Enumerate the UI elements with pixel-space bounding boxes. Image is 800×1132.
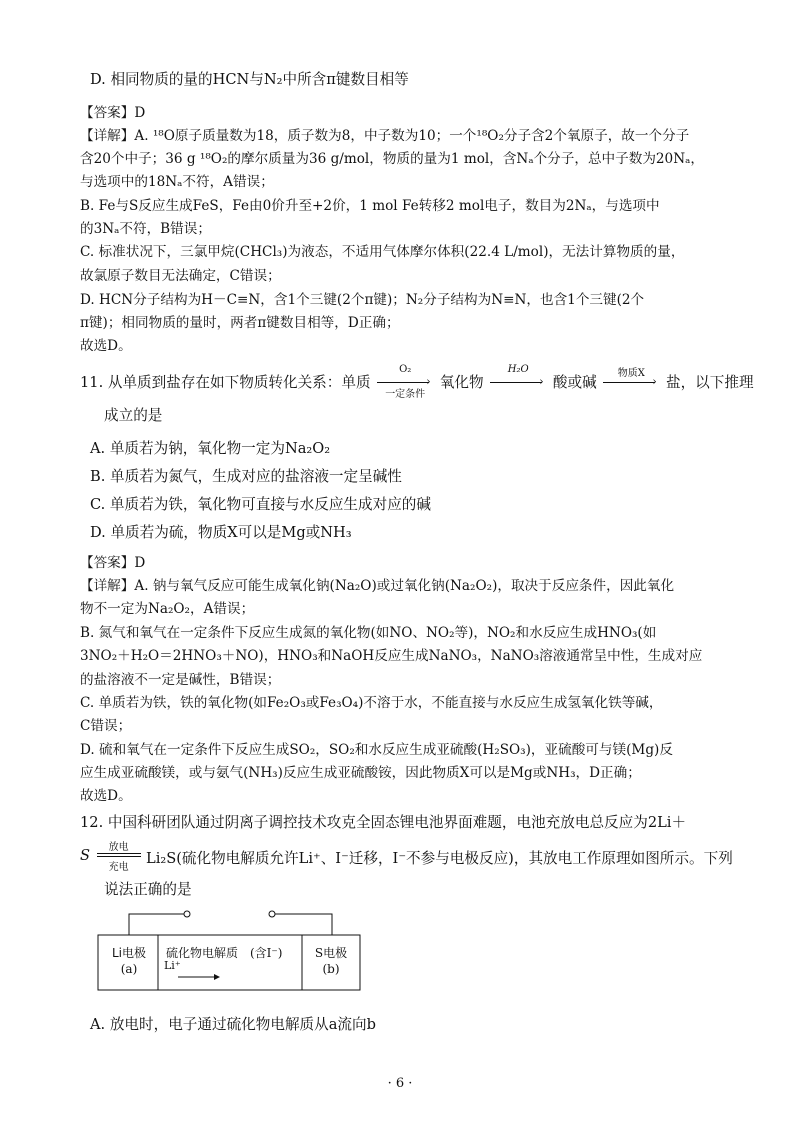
text-line: C错误； — [80, 718, 132, 734]
text-line: C. 单质若为铁，氧化物可直接与水反应生成对应的碱 — [90, 496, 431, 513]
q11-mid-1: 氧化物 — [439, 374, 484, 391]
arrow-2-top-text: H₂O — [507, 364, 529, 375]
left-wire — [129, 914, 184, 935]
electrolyte-ion-note: (含I⁻) — [250, 946, 283, 960]
reversible-arrow — [95, 838, 143, 872]
arrow-2-top-label — [488, 364, 548, 375]
text-line: 故选D。 — [80, 788, 132, 804]
arrow-3-head-icon: › — [652, 375, 657, 388]
left-electrode-tag: (a) — [120, 962, 138, 976]
right-electrode-label: S电极 — [314, 946, 348, 960]
arrow-1 — [375, 364, 435, 400]
text-line: 故选D。 — [80, 338, 132, 354]
text-line: 【答案】D — [80, 555, 146, 571]
arrow-2-head-icon: › — [539, 375, 544, 388]
text-line: 故氯原子数目无法确定，C错误； — [80, 268, 281, 284]
reversible-arrow-line-2 — [97, 856, 141, 857]
reversible-arrow-top-label: 放电 — [108, 842, 129, 853]
arrow-1-bottom-label: 一定条件 — [385, 389, 426, 400]
battery-diagram — [90, 908, 390, 998]
q12-lhs: S — [80, 847, 90, 864]
q11-mid-2: 酸或碱 — [552, 374, 597, 391]
text-line: 【详解】A. ¹⁸O原子质量数为18，质子数为8，中子数为10；一个¹⁸O₂分子含2个氧原子，故一个分子 — [80, 128, 690, 144]
text-line: 【答案】D — [80, 105, 146, 121]
text-line: D. 相同物质的量的HCN与N₂中所含π键数目相等 — [90, 71, 409, 88]
text-line: C. 单质若为铁，铁的氧化物(如Fe₂O₃或Fe₃O₄)不溶于水，不能直接与水反应生成氢氧化铁等碱， — [80, 695, 663, 711]
right-wire — [275, 914, 332, 935]
arrow-3-line — [603, 382, 655, 383]
arrow-3-top-label: 物质X — [617, 368, 645, 379]
text-line: 12. 中国科研团队通过阴离子调控技术攻克全固态锂电池界面难题，电池充放电总反应为2Li＋ — [80, 814, 687, 831]
text-line: π键)；相同物质的量时，两者π键数目相等，D正确； — [80, 315, 400, 331]
text-line: D. 硫和氧气在一定条件下反应生成SO₂，SO₂和水反应生成亚硫酸(H₂SO₃)，亚硫酸可与镁(Mg)反 — [80, 742, 673, 758]
arrow-2-line — [490, 382, 542, 383]
text-line: A. 放电时，电子通过硫化物电解质从a流向b — [90, 1016, 376, 1033]
right-terminal — [269, 911, 275, 917]
text-line: 与选项中的18Nₐ不符，A错误； — [80, 174, 274, 190]
text-line: C. 标准状况下，三氯甲烷(CHCl₃)为液态，不适用气体摩尔体积(22.4 L/mol)，无法计算物质的量， — [80, 244, 685, 260]
q11-prefix: 11. 从单质到盐存在如下物质转化关系：单质 — [80, 374, 371, 391]
text-line: 的3Nₐ不符，B错误； — [80, 221, 211, 237]
page-number: · 6 · — [387, 1076, 413, 1091]
text-line: 说法正确的是 — [104, 881, 192, 898]
text-line: A. 单质若为钠，氧化物一定为Na₂O₂ — [90, 440, 331, 457]
text-line: B. 氮气和氧气在一定条件下反应生成氮的氧化物(如NO、NO₂等)，NO₂和水反应生成HNO₃(如 — [80, 625, 657, 641]
reversible-arrow-bottom-label: 充电 — [108, 862, 129, 873]
text-line: 物不一定为Na₂O₂，A错误； — [80, 601, 255, 617]
text-line: 应生成亚硫酸镁，或与氨气(NH₃)反应生成亚硫酸铵，因此物质X可以是Mg或NH₃，D正确； — [80, 765, 641, 781]
reversible-arrow-line-1 — [97, 853, 141, 854]
text-line: D. 单质若为硫，物质X可以是Mg或NH₃ — [90, 524, 352, 541]
text-line: 3NO₂＋H₂O＝2HNO₃＋NO)，HNO₃和NaOH反应生成NaNO₃，NaNO₃溶液通常呈中性，生成对应 — [80, 648, 703, 664]
right-electrode-tag: (b) — [322, 962, 340, 976]
ion-label: Li⁺ — [164, 959, 181, 972]
text-line: 【详解】A. 钠与氧气反应可能生成氧化钠(Na₂O)或过氧化钠(Na₂O₂)，取决于反应条件，因此氧化 — [80, 578, 675, 594]
text-line: B. Fe与S反应生成FeS，Fe由0价升至+2价，1 mol Fe转移2 mol电子，数目为2Nₐ，与选项中 — [80, 198, 660, 214]
q12-equation-prefix — [80, 838, 143, 872]
text-line: 成立的是 — [104, 407, 163, 424]
text-line: 的盐溶液不一定是碱性，B错误； — [80, 672, 281, 688]
arrow-1-line — [377, 382, 429, 383]
text-line: D. HCN分子结构为H－C≡N，含1个三键(2个π键)；N₂分子结构为N≡N，也含1个三键(2个 — [80, 292, 645, 308]
text-line: Li₂S(硫化物电解质允许Li⁺、I⁻迁移，I⁻不参与电极反应)，其放电工作原理如图所示。下列 — [146, 850, 733, 867]
text-line: 含20个中子；36 g ¹⁸O₂的摩尔质量为36 g/mol，物质的量为1 mol，含Nₐ个分子，总中子数为20Nₐ， — [80, 151, 704, 167]
left-terminal — [184, 911, 190, 917]
left-electrode-label: Li电极 — [111, 946, 147, 960]
electrolyte-label: 硫化物电解质 — [166, 946, 239, 960]
q11-suffix: 盐，以下推理 — [665, 374, 754, 391]
question-11-stem — [80, 364, 754, 400]
arrow-1-top-label: O₂ — [399, 364, 412, 375]
arrow-3 — [601, 368, 661, 392]
arrow-2 — [488, 364, 548, 392]
text-line: B. 单质若为氮气，生成对应的盐溶液一定呈碱性 — [90, 468, 402, 485]
ion-arrow-head-icon — [214, 974, 220, 980]
arrow-1-head-icon: › — [426, 375, 431, 388]
